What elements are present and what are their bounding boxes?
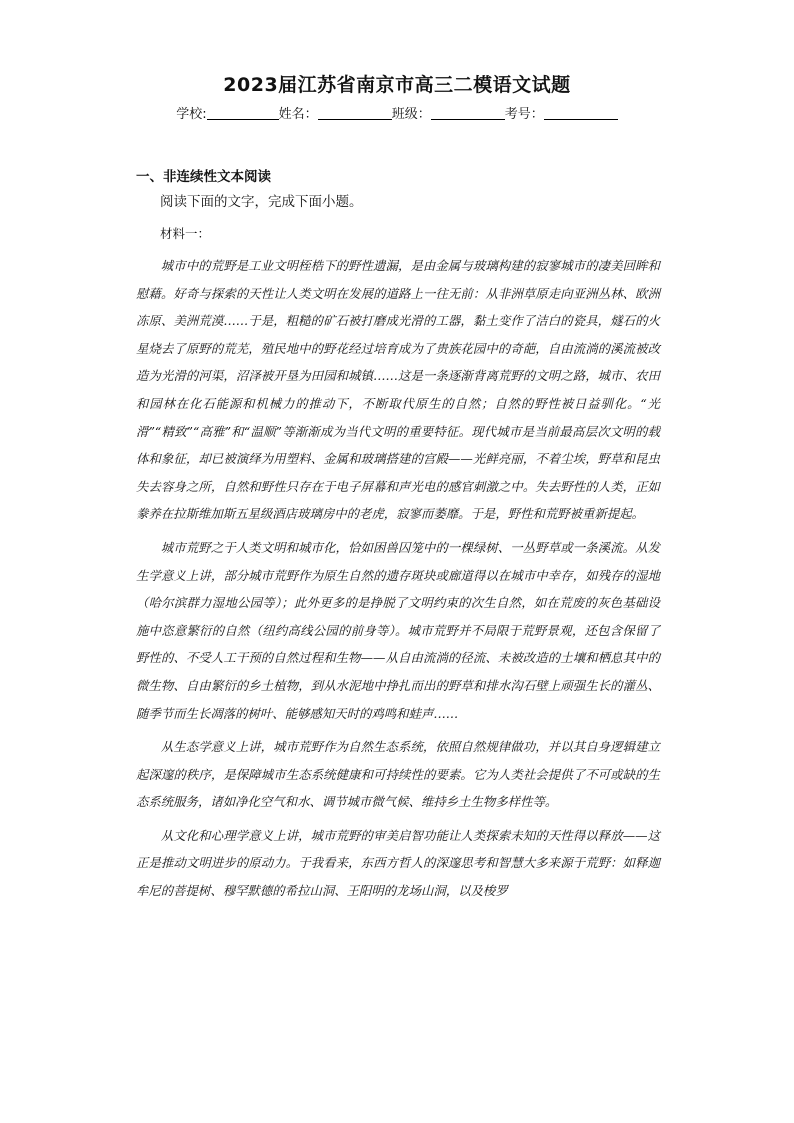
article-body: [136, 252, 660, 911]
name-label: 姓名：: [278, 107, 318, 122]
paragraph-3: 从生态学意义上讲，城市荒野作为自然生态系统，依照自然规律做功，并以其自身逻辑建立起深邃的秩序，是保障城市生态系统健康和可持续性的要素。它为人类社会提供了不可或缺的生态系统服务，诸如净化空气和水、调节城市微气候、维持乡土生物多样性等。: [136, 739, 660, 810]
paragraph-2: 城市荒野之于人类文明和城市化，恰如困兽囚笼中的一棵绿树、一丛野草或一条溪流。从发生学意义上讲，部分城市荒野作为原生自然的遗存斑块或廊道得以在城市中幸存，如残存的湿地（哈尔滨群力湿地公园等）；此外更多的是挣脱了文明约束的次生自然，如在荒废的灰色基础设施中恣意繁衍的自然（纽约高线公园的前身等）。城市荒野并不局限于荒野景观，还包含保留了野性的、不受人工干预的自然过程和生物——从自由流淌的径流、未被改造的土壤和栖息其中的微生物、自由繁衍的乡土植物，到从水泥地中挣扎而出的野草和排水沟石壁上顽强生长的灌丛、随季节而生长凋落的树叶、能够感知天时的鸡鸣和蛙声……: [136, 539, 660, 721]
school-blank: [207, 106, 279, 120]
class-label: 班级：: [391, 107, 431, 122]
section-heading: 一、非连续性文本阅读: [136, 169, 271, 185]
number-blank: [544, 106, 618, 120]
instruction-text: 阅读下面的文字，完成下面小题。: [160, 194, 363, 210]
school-label: 学校:: [176, 107, 207, 122]
number-label: 考号：: [504, 107, 544, 122]
name-blank: [318, 106, 392, 120]
page-title: 2023届江苏省南京市高三二模语文试题: [223, 74, 571, 96]
class-blank: [431, 106, 505, 120]
paragraph-4: 从文化和心理学意义上讲，城市荒野的审美启智功能让人类探索未知的天性得以释放——这正是推动文明进步的原动力。于我看来，东西方哲人的深邃思考和智慧大多来源于荒野：如释迦牟尼的菩提树、穆罕默德的希拉山洞、王阳明的龙场山洞，以及梭罗: [136, 827, 660, 899]
paragraph-1: 城市中的荒野是工业文明桎梏下的野性遗漏，是由金属与玻璃构建的寂寥城市的凄美回眸和慰藉。好奇与探索的天性让人类文明在发展的道路上一往无前：从非洲草原走向亚洲丛林、欧洲冻原、美洲荒漠……于是，粗糙的矿石被打磨成光滑的工器，黏土变作了洁白的瓷具，燧石的火星烧去了原野的荒芜，殖民地中的野花经过培育成为了贵族花园中的奇葩，自由流淌的溪流被改造为光滑的河渠，沼泽被开垦为田园和城镇……这是一条逐渐背离荒野的文明之路，城市、农田和园林在化石能源和机械力的推动下，不断取代原生的自然；自然的野性被日益驯化。“光滑”“精致”“高雅”和“温顺”等渐渐成为当代文明的重要特征。现代城市是当前最高层次文明的载体和象征，却已被演绎为用塑料、金属和玻璃搭建的宫殿——光鲜亮丽，不着尘埃，野草和昆虫失去容身之所，自然和野性只存在于电子屏幕和声光电的感官刺激之中。失去野性的人类，正如豢养在拉斯维加斯五星级酒店玻璃房中的老虎，寂寥而萎靡。于是，野性和荒野被重新提起。: [136, 258, 660, 522]
material-label: 材料一：: [160, 226, 211, 241]
student-info-line: [0, 103, 794, 122]
